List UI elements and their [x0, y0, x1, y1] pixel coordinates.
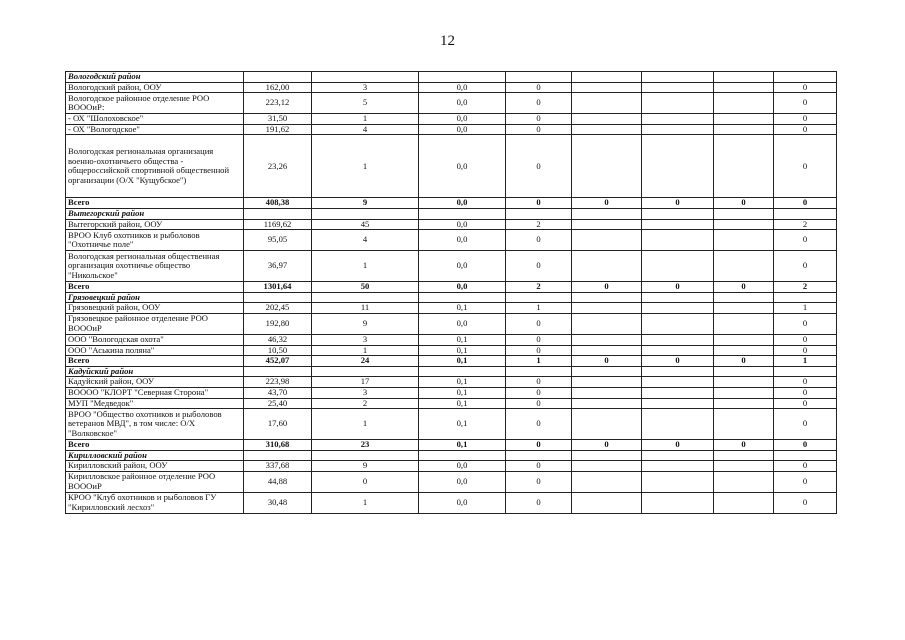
table-cell: [419, 450, 506, 461]
row-label: Вологодская региональная общественная организация охотничье общество "Никольское": [66, 251, 244, 282]
table-cell: 223,98: [244, 377, 312, 388]
table-cell: 1: [312, 492, 419, 513]
table-cell: 0: [506, 114, 572, 125]
table-cell: 43,70: [244, 387, 312, 398]
table-cell: [714, 72, 774, 83]
table-cell: 0,1: [419, 356, 506, 367]
row-label: Всего: [66, 282, 244, 293]
table-cell: 0: [572, 356, 642, 367]
table-cell: [419, 72, 506, 83]
table-row: [66, 93, 837, 114]
table-cell: 44,88: [244, 471, 312, 492]
table-cell: [774, 366, 837, 377]
table-cell: 0: [312, 471, 419, 492]
table-cell: 0: [506, 471, 572, 492]
row-label: Кирилловское районное отделение РОО ВОООиР: [66, 471, 244, 492]
row-label: - ОХ "Шолоховское": [66, 114, 244, 125]
table-cell: 1: [312, 345, 419, 356]
table-row: [66, 219, 837, 230]
table-cell: 162,00: [244, 82, 312, 93]
table-row: [66, 82, 837, 93]
table-cell: 0: [774, 230, 837, 251]
table-cell: 10,50: [244, 345, 312, 356]
table-cell: 0: [714, 440, 774, 451]
table-cell: 0: [642, 282, 714, 293]
table-cell: [714, 114, 774, 125]
table-cell: 0,0: [419, 461, 506, 472]
table-cell: 0,0: [419, 230, 506, 251]
table-cell: [642, 409, 714, 440]
row-label: Всего: [66, 440, 244, 451]
table-row: [66, 313, 837, 334]
table-cell: [312, 208, 419, 219]
table-cell: [572, 450, 642, 461]
table-cell: 2: [774, 219, 837, 230]
table-cell: [572, 471, 642, 492]
table-cell: [572, 377, 642, 388]
table-cell: [572, 93, 642, 114]
table-cell: [642, 398, 714, 409]
table-cell: [572, 82, 642, 93]
table-cell: [714, 461, 774, 472]
table-cell: [506, 72, 572, 83]
data-table: [65, 71, 837, 514]
table-cell: 0: [774, 251, 837, 282]
table-cell: 0: [642, 440, 714, 451]
table-cell: [572, 398, 642, 409]
page-number: 12: [440, 33, 455, 49]
table-cell: 23,26: [244, 135, 312, 198]
table-row: [66, 387, 837, 398]
table-cell: [572, 313, 642, 334]
table-cell: 0: [506, 492, 572, 513]
table-cell: [714, 303, 774, 314]
table-cell: [642, 135, 714, 198]
table-cell: [642, 471, 714, 492]
table-cell: 1: [774, 356, 837, 367]
table-cell: [714, 366, 774, 377]
table-cell: 3: [312, 334, 419, 345]
table-cell: 0: [506, 440, 572, 451]
table-cell: 0,0: [419, 251, 506, 282]
table-cell: [714, 292, 774, 303]
row-label: Вологодский район, ООУ: [66, 82, 244, 93]
table-cell: 0: [506, 461, 572, 472]
district-name: Кирилловский район: [66, 450, 244, 461]
table-cell: 0,0: [419, 124, 506, 135]
table-row: [66, 398, 837, 409]
table-cell: [642, 208, 714, 219]
table-cell: 1: [774, 303, 837, 314]
table-cell: [312, 292, 419, 303]
table-cell: [244, 450, 312, 461]
table-cell: [714, 93, 774, 114]
table-cell: 17,60: [244, 409, 312, 440]
table-cell: 0: [774, 82, 837, 93]
table-cell: [642, 292, 714, 303]
table-cell: 9: [312, 313, 419, 334]
table-cell: 9: [312, 461, 419, 472]
table-cell: [642, 377, 714, 388]
table-cell: [572, 208, 642, 219]
table-cell: 0,0: [419, 198, 506, 209]
table-cell: 24: [312, 356, 419, 367]
table-cell: 0: [506, 251, 572, 282]
table-cell: 0: [774, 93, 837, 114]
table-cell: 46,32: [244, 334, 312, 345]
table-cell: 0: [714, 198, 774, 209]
table-cell: 0: [572, 282, 642, 293]
table-cell: 0: [506, 135, 572, 198]
district-name: Вытегорский район: [66, 208, 244, 219]
table-cell: 23: [312, 440, 419, 451]
table-cell: 11: [312, 303, 419, 314]
table-cell: 0: [774, 471, 837, 492]
table-cell: [774, 450, 837, 461]
table-cell: 0: [774, 313, 837, 334]
table-cell: 1: [312, 114, 419, 125]
row-label: - ОХ "Вологодское": [66, 124, 244, 135]
table-cell: [714, 409, 774, 440]
row-label: Грязовецкое районное отделение РОО ВОООиР: [66, 313, 244, 334]
table-row: [66, 345, 837, 356]
table-cell: 1169,62: [244, 219, 312, 230]
table-cell: 0,0: [419, 93, 506, 114]
table-cell: [642, 313, 714, 334]
table-cell: [714, 251, 774, 282]
table-cell: [642, 450, 714, 461]
section-row: [66, 366, 837, 377]
table-cell: [572, 409, 642, 440]
table-cell: [714, 82, 774, 93]
table-cell: [506, 366, 572, 377]
table-cell: 0: [572, 440, 642, 451]
table-row: [66, 492, 837, 513]
table-cell: 25,40: [244, 398, 312, 409]
table-cell: 0,1: [419, 409, 506, 440]
table-cell: [572, 135, 642, 198]
table-cell: 1: [312, 409, 419, 440]
table-cell: 2: [312, 398, 419, 409]
table-cell: [714, 398, 774, 409]
table-cell: 0: [714, 282, 774, 293]
table-cell: [642, 461, 714, 472]
table-cell: 0,0: [419, 135, 506, 198]
table-cell: [312, 366, 419, 377]
table-cell: 0,0: [419, 471, 506, 492]
table-cell: 0,1: [419, 345, 506, 356]
table-cell: [572, 492, 642, 513]
table-cell: [419, 208, 506, 219]
table-cell: [642, 387, 714, 398]
district-name: Кадуйский район: [66, 366, 244, 377]
table-cell: 0: [774, 492, 837, 513]
section-row: [66, 208, 837, 219]
row-label: Всего: [66, 356, 244, 367]
table-cell: [642, 251, 714, 282]
table-cell: [714, 471, 774, 492]
table-cell: [642, 492, 714, 513]
table-cell: [714, 345, 774, 356]
table-cell: 0: [506, 387, 572, 398]
table-cell: 1301,64: [244, 282, 312, 293]
table-cell: [244, 208, 312, 219]
table-cell: [774, 72, 837, 83]
table-cell: 0: [506, 124, 572, 135]
table-row: [66, 230, 837, 251]
table-cell: 0: [774, 114, 837, 125]
table-row: [66, 135, 837, 198]
table-cell: [506, 450, 572, 461]
table-cell: [642, 82, 714, 93]
table-cell: [572, 292, 642, 303]
table-cell: 50: [312, 282, 419, 293]
table-cell: [714, 450, 774, 461]
table-cell: 0: [506, 409, 572, 440]
table-cell: 0: [774, 387, 837, 398]
table-cell: 36,97: [244, 251, 312, 282]
row-label: Вологодская региональная организация военно-охотничьего общества - общероссийской спортивной общественной организации (О/Х "Кущубское"): [66, 135, 244, 198]
table-cell: 0,0: [419, 282, 506, 293]
table-row: [66, 124, 837, 135]
table-cell: 0: [506, 313, 572, 334]
table-cell: [774, 292, 837, 303]
table-cell: 408,38: [244, 198, 312, 209]
table-cell: 223,12: [244, 93, 312, 114]
table-cell: 45: [312, 219, 419, 230]
table-cell: [714, 135, 774, 198]
table-cell: 1: [506, 303, 572, 314]
table-cell: 0: [774, 461, 837, 472]
row-label: Всего: [66, 198, 244, 209]
table-row: [66, 114, 837, 125]
table-cell: 0,1: [419, 440, 506, 451]
row-label: ВРОО Клуб охотников и рыболовов "Охотничье поле": [66, 230, 244, 251]
table-cell: 0: [714, 356, 774, 367]
district-name: Грязовецкий район: [66, 292, 244, 303]
table-cell: 1: [312, 135, 419, 198]
total-row: [66, 440, 837, 451]
table-cell: 0,0: [419, 82, 506, 93]
table-cell: 0,1: [419, 377, 506, 388]
row-label: ООО "Вологодская охота": [66, 334, 244, 345]
table-row: [66, 334, 837, 345]
total-row: [66, 356, 837, 367]
row-label: ВОООО "КЛОРТ "Северная Сторона": [66, 387, 244, 398]
table-cell: [419, 366, 506, 377]
row-label: Вологодское районное отделение РОО ВОООиР:: [66, 93, 244, 114]
table-cell: [714, 208, 774, 219]
table-cell: 0,0: [419, 313, 506, 334]
table-cell: 0: [774, 334, 837, 345]
table-cell: 0,0: [419, 114, 506, 125]
table-cell: 0: [642, 356, 714, 367]
table-row: [66, 471, 837, 492]
table-row: [66, 303, 837, 314]
table-row: [66, 461, 837, 472]
table-cell: 0: [506, 93, 572, 114]
row-label: ВРОО "Общество охотников и рыболовов ветеранов МВД", в том числе: О/Х "Волковское": [66, 409, 244, 440]
table-cell: 0,1: [419, 334, 506, 345]
table-cell: [642, 72, 714, 83]
table-cell: 0: [774, 398, 837, 409]
table-cell: 0: [506, 398, 572, 409]
table-cell: 30,48: [244, 492, 312, 513]
row-label: МУП "Медведок": [66, 398, 244, 409]
table-cell: 0,0: [419, 492, 506, 513]
table-cell: [774, 208, 837, 219]
table-cell: [642, 366, 714, 377]
table-cell: 0: [506, 230, 572, 251]
table-cell: 0,1: [419, 387, 506, 398]
table-cell: [572, 230, 642, 251]
table-cell: 31,50: [244, 114, 312, 125]
section-row: [66, 72, 837, 83]
table-cell: 2: [774, 282, 837, 293]
total-row: [66, 198, 837, 209]
table-cell: [572, 366, 642, 377]
table-cell: 0,0: [419, 219, 506, 230]
table-row: [66, 251, 837, 282]
table-cell: 452,07: [244, 356, 312, 367]
table-row: [66, 377, 837, 388]
table-cell: [572, 114, 642, 125]
table-cell: [642, 93, 714, 114]
table-cell: [642, 230, 714, 251]
table-cell: [572, 345, 642, 356]
table-cell: 0: [572, 198, 642, 209]
table-cell: [312, 450, 419, 461]
table-cell: [714, 387, 774, 398]
table-cell: 310,68: [244, 440, 312, 451]
table-cell: [244, 72, 312, 83]
table-cell: [714, 492, 774, 513]
table-cell: [714, 230, 774, 251]
table-cell: 2: [506, 282, 572, 293]
row-label: Кирилловский район, ООУ: [66, 461, 244, 472]
table-cell: 337,68: [244, 461, 312, 472]
table-cell: 5: [312, 93, 419, 114]
section-row: [66, 292, 837, 303]
table-cell: 0: [774, 409, 837, 440]
table-cell: [572, 461, 642, 472]
table-cell: [572, 124, 642, 135]
table-row: [66, 409, 837, 440]
section-row: [66, 450, 837, 461]
table-cell: [714, 313, 774, 334]
row-label: ООО "Аськина поляна": [66, 345, 244, 356]
table-cell: 0,1: [419, 303, 506, 314]
table-body: [66, 72, 837, 514]
table-cell: 0: [774, 124, 837, 135]
table-cell: [572, 219, 642, 230]
table-cell: 0: [774, 345, 837, 356]
table-cell: 192,80: [244, 313, 312, 334]
table-cell: 0: [506, 334, 572, 345]
table-cell: [572, 387, 642, 398]
table-cell: 17: [312, 377, 419, 388]
table-cell: 0: [774, 440, 837, 451]
table-cell: [714, 124, 774, 135]
table-cell: [572, 303, 642, 314]
table-cell: 0: [506, 82, 572, 93]
table-cell: 0,1: [419, 398, 506, 409]
table-cell: 4: [312, 124, 419, 135]
table-cell: [714, 334, 774, 345]
table-cell: 0: [506, 377, 572, 388]
table-cell: [714, 377, 774, 388]
table-cell: [572, 72, 642, 83]
table-cell: 0: [774, 198, 837, 209]
table-cell: 0: [774, 377, 837, 388]
table-cell: 9: [312, 198, 419, 209]
table-cell: 0: [774, 135, 837, 198]
table-cell: [244, 366, 312, 377]
table-cell: 0: [642, 198, 714, 209]
district-name: Вологодский район: [66, 72, 244, 83]
table-cell: [642, 219, 714, 230]
table-cell: 4: [312, 230, 419, 251]
table-cell: 3: [312, 387, 419, 398]
row-label: Вытегорский район, ООУ: [66, 219, 244, 230]
table-cell: [572, 251, 642, 282]
row-label: Грязовецкий район, ООУ: [66, 303, 244, 314]
table-cell: 3: [312, 82, 419, 93]
table-cell: [312, 72, 419, 83]
table-cell: [506, 292, 572, 303]
row-label: Кадуйский район, ООУ: [66, 377, 244, 388]
table-cell: 202,45: [244, 303, 312, 314]
table-cell: [642, 114, 714, 125]
table-cell: [642, 345, 714, 356]
table-cell: [642, 303, 714, 314]
table-cell: 1: [312, 251, 419, 282]
table-cell: 1: [506, 356, 572, 367]
table-cell: [714, 219, 774, 230]
table-cell: [642, 124, 714, 135]
table-cell: [244, 292, 312, 303]
table-cell: [572, 334, 642, 345]
table-cell: [642, 334, 714, 345]
table-cell: [419, 292, 506, 303]
table-cell: [506, 208, 572, 219]
table-cell: 0: [506, 345, 572, 356]
table-cell: 95,05: [244, 230, 312, 251]
total-row: [66, 282, 837, 293]
table-cell: 0: [506, 198, 572, 209]
row-label: КРОО "Клуб охотников и рыболовов ГУ "Кирилловский лесхоз": [66, 492, 244, 513]
table-cell: 2: [506, 219, 572, 230]
table-cell: 191,62: [244, 124, 312, 135]
